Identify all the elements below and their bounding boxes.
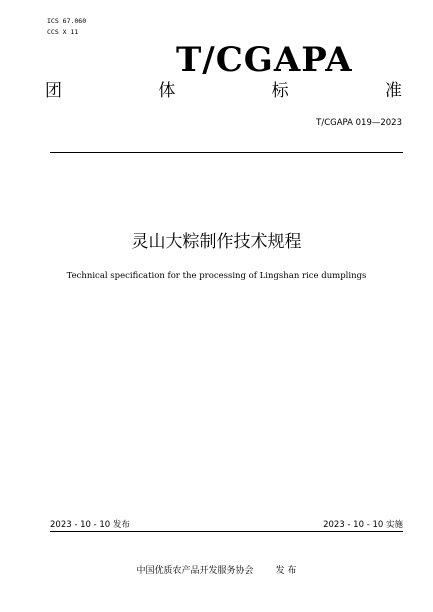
standard-type-char: 准 (384, 81, 402, 101)
ics-code: ICS 67.060 (47, 17, 87, 25)
ccs-code: CCS X 11 (47, 28, 79, 36)
issuer-name: 中国优质农产品开发服务协会 (136, 566, 254, 576)
standard-type-char: 体 (158, 81, 176, 101)
classification-codes (47, 16, 86, 38)
title-chinese: 灵山大粽制作技术规程 (131, 232, 302, 252)
standard-type-char: 团 (45, 81, 62, 101)
footer-divider (50, 531, 403, 532)
organization-logo: T/CGAPA (176, 40, 353, 80)
implementation-date: 2023 - 10 - 10 实施 (323, 520, 403, 530)
issuer-line (0, 563, 433, 576)
title-english: Technical specification for the processing of Lingshan rice dumplings (66, 271, 367, 281)
release-date: 2023 - 10 - 10 发布 (50, 520, 130, 530)
issuer-action: 发 布 (275, 566, 297, 576)
standard-type-char: 标 (271, 81, 289, 101)
standard-number: T/CGAPA 019—2023 (316, 118, 402, 128)
standard-type-heading (45, 80, 402, 102)
header-divider (50, 152, 403, 153)
